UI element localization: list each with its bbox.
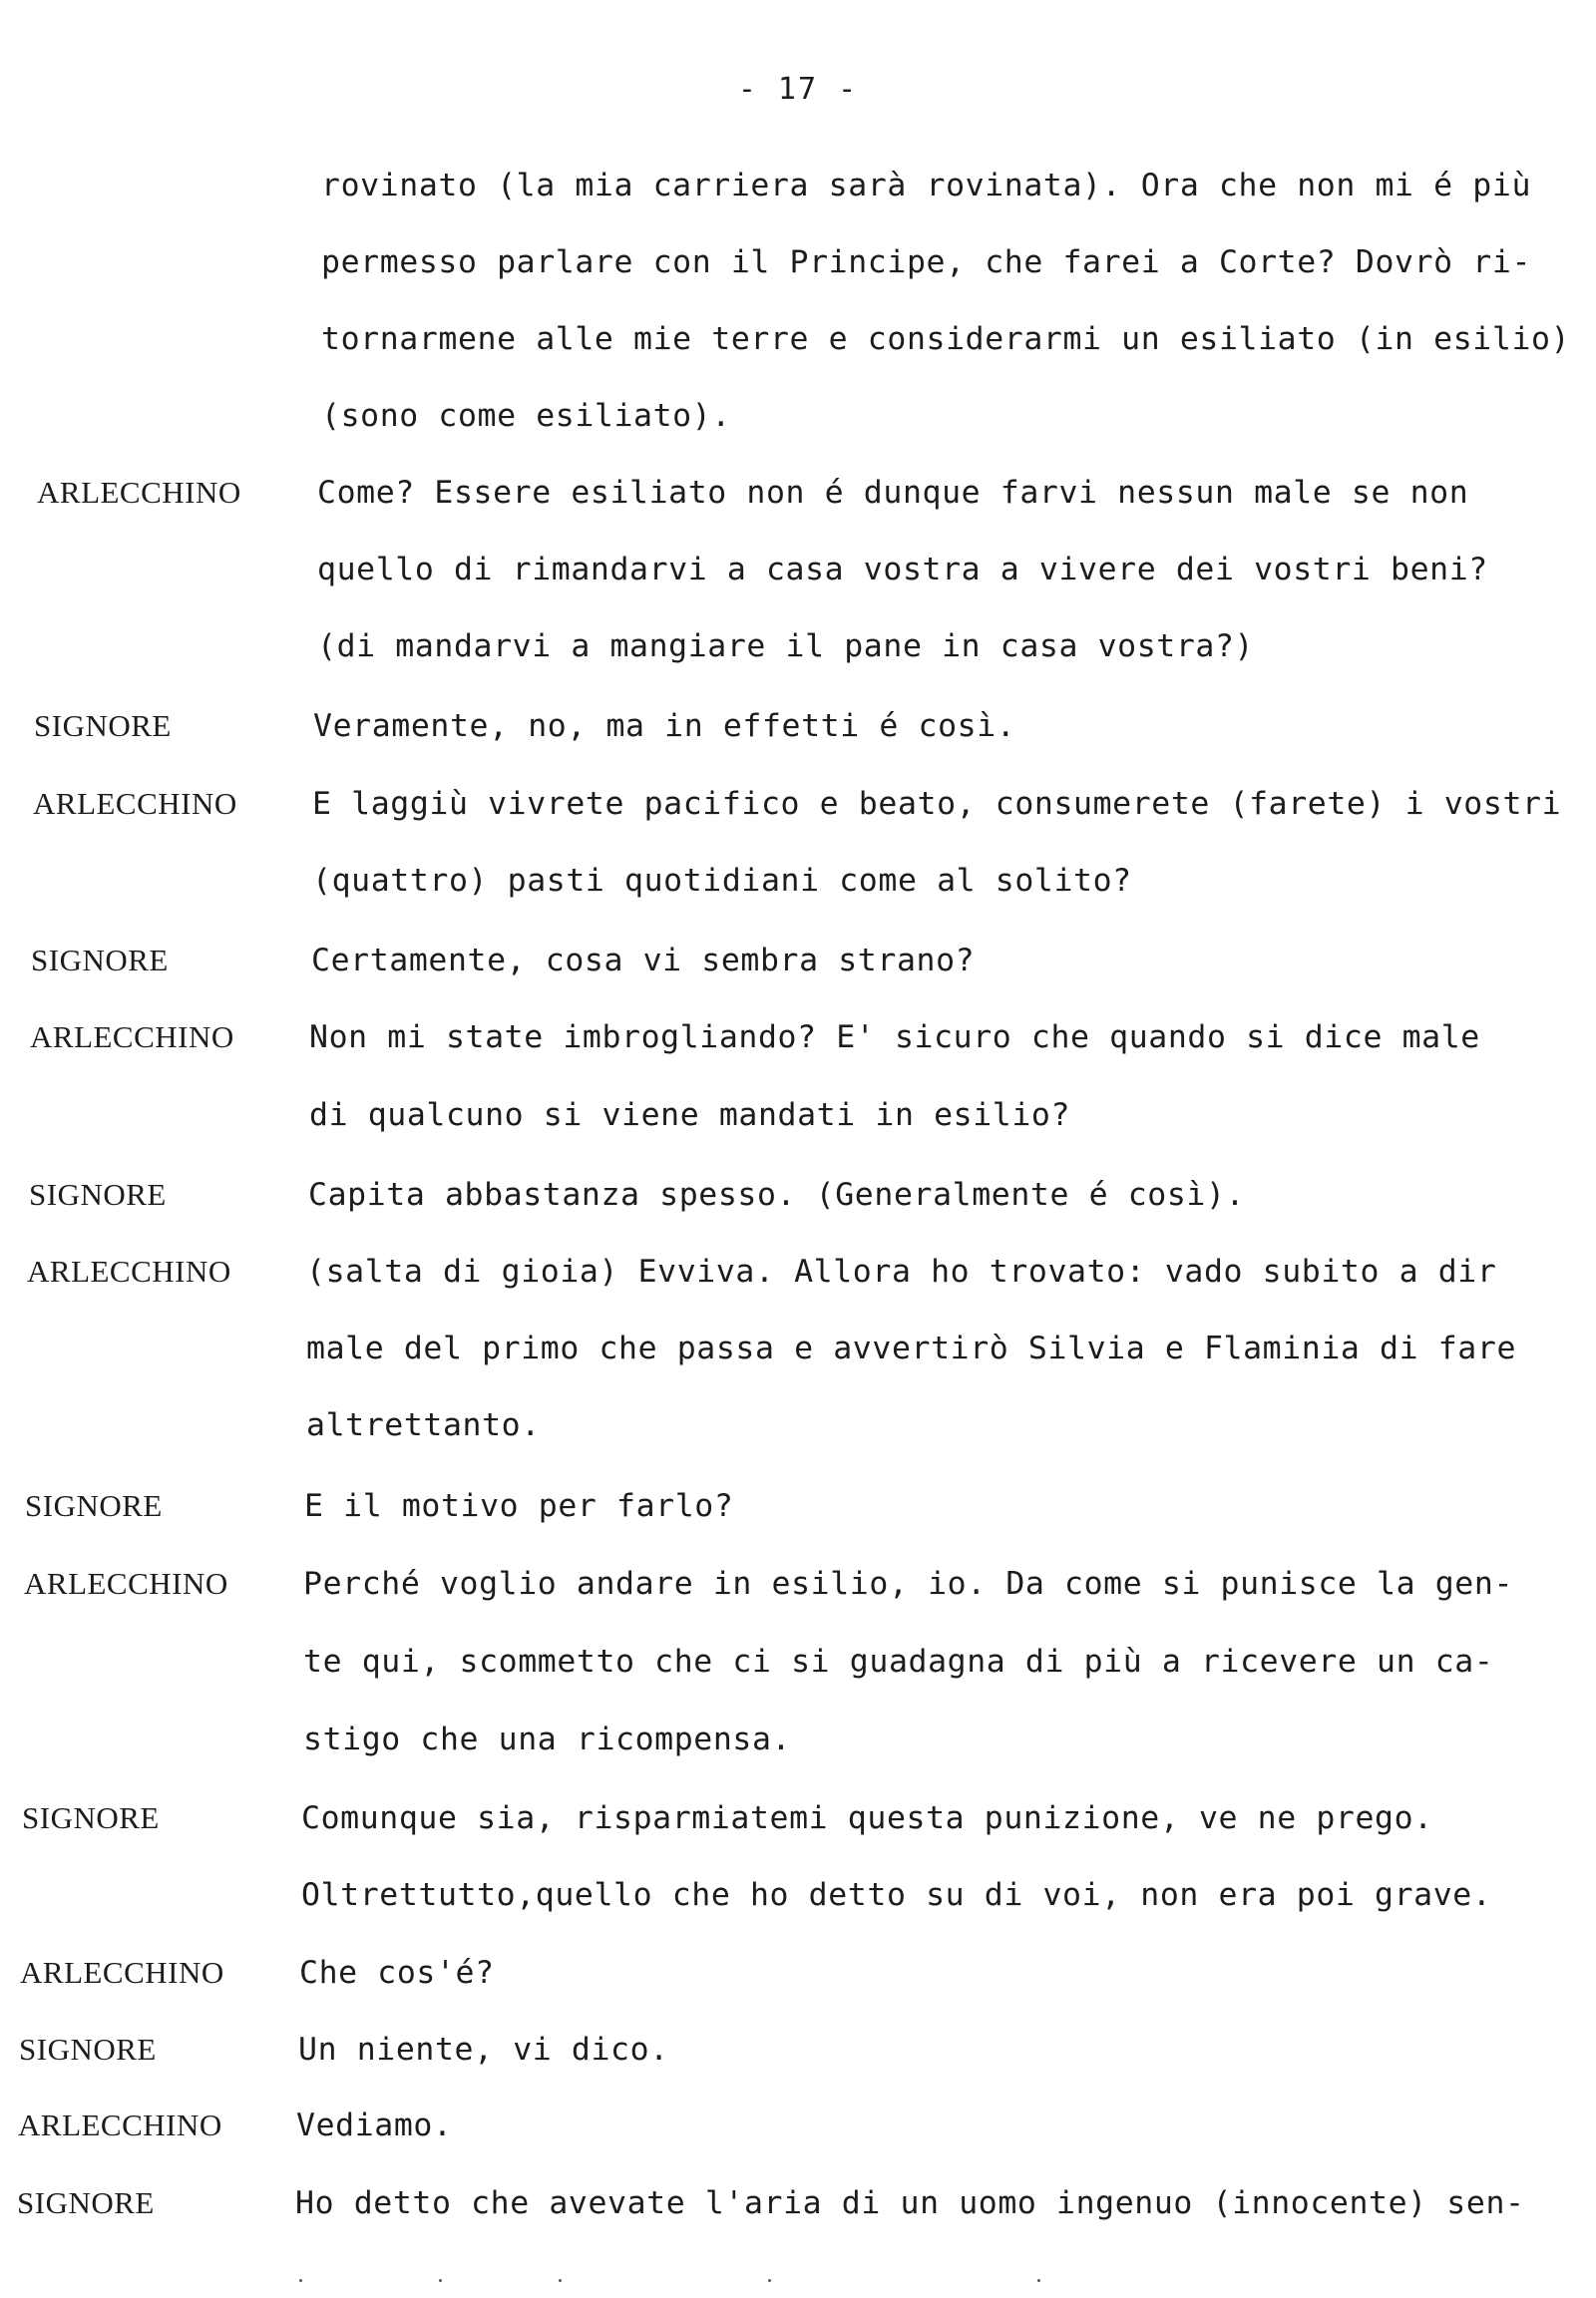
speaker-name: SIGNORE — [29, 1177, 167, 1212]
dialogue-line: Oltrettutto,quello che ho detto su di voi, non era poi grave. — [301, 1877, 1492, 1913]
dialogue-line: E laggiù vivrete pacifico e beato, consumerete (farete) i vostri — [312, 786, 1562, 822]
dialogue-line: (di mandarvi a mangiare il pane in casa vostra?) — [317, 628, 1255, 664]
dialogue-line: Comunque sia, risparmiatemi questa punizione, ve ne prego. — [301, 1800, 1433, 1836]
dialogue-line: Capita abbastanza spesso. (Generalmente é così). — [308, 1177, 1246, 1213]
speaker-name: ARLECCHINO — [33, 786, 237, 821]
dialogue-line: permesso parlare con il Principe, che farei a Corte? Dovrò ri- — [321, 244, 1532, 280]
speaker-name: ARLECCHINO — [30, 1019, 234, 1054]
dialogue-line: male del primo che passa e avvertirò Silvia e Flaminia di fare — [306, 1331, 1517, 1366]
dialogue-line: Ho detto che avevate l'aria di un uomo ingenuo (innocente) sen- — [295, 2185, 1525, 2221]
speaker-name: ARLECCHINO — [37, 475, 241, 510]
dialogue-line: rovinato (la mia carriera sarà rovinata). Ora che non mi é più — [321, 168, 1532, 203]
dialogue-line: E il motivo per farlo? — [304, 1488, 734, 1524]
speaker-name: ARLECCHINO — [27, 1254, 231, 1289]
speaker-name: SIGNORE — [25, 1488, 163, 1523]
dialogue-line: tornarmene alle mie terre e considerarmi un esiliato (in esilio) — [321, 321, 1571, 357]
dialogue-line: Vediamo. — [296, 2107, 453, 2143]
dialogue-line: (sono come esiliato). — [321, 398, 731, 434]
dialogue-line: quello di rimandarvi a casa vostra a vivere dei vostri beni? — [317, 552, 1488, 587]
speaker-name: ARLECCHINO — [20, 1955, 224, 1990]
dialogue-line: Certamente, cosa vi sembra strano? — [311, 943, 976, 978]
speaker-name: SIGNORE — [31, 943, 169, 977]
dialogue-line: altrettanto. — [306, 1407, 541, 1443]
speaker-name: SIGNORE — [22, 1800, 160, 1835]
dialogue-line: Come? Essere esiliato non é dunque farvi nessun male se non — [317, 475, 1469, 511]
dialogue-line: Perché voglio andare in esilio, io. Da come si punisce la gen- — [303, 1566, 1514, 1602]
speaker-name: SIGNORE — [34, 708, 172, 743]
dialogue-line: (quattro) pasti quotidiani come al solito? — [312, 863, 1132, 899]
dialogue-line: Che cos'é? — [299, 1955, 495, 1991]
dialogue-line: stigo che una ricompensa. — [303, 1722, 792, 1757]
speaker-name: SIGNORE — [17, 2185, 155, 2220]
dialogue-line: Un niente, vi dico. — [298, 2032, 669, 2068]
dialogue-line: (salta di gioia) Evviva. Allora ho trovato: vado subito a dir — [306, 1254, 1497, 1290]
speaker-name: SIGNORE — [19, 2032, 157, 2067]
dialogue-line: Non mi state imbrogliando? E' sicuro che quando si dice male — [309, 1019, 1480, 1055]
page-number: - 17 - — [737, 72, 859, 107]
dialogue-line: te qui, scommetto che ci si guadagna di più a ricevere un ca- — [303, 1644, 1494, 1680]
dialogue-line: di qualcuno si viene mandati in esilio? — [309, 1097, 1071, 1133]
speaker-name: ARLECCHINO — [18, 2107, 222, 2142]
speaker-name: ARLECCHINO — [24, 1566, 228, 1601]
dialogue-line: Veramente, no, ma in effetti é così. — [313, 708, 1016, 744]
scan-marks — [0, 2279, 1596, 2289]
